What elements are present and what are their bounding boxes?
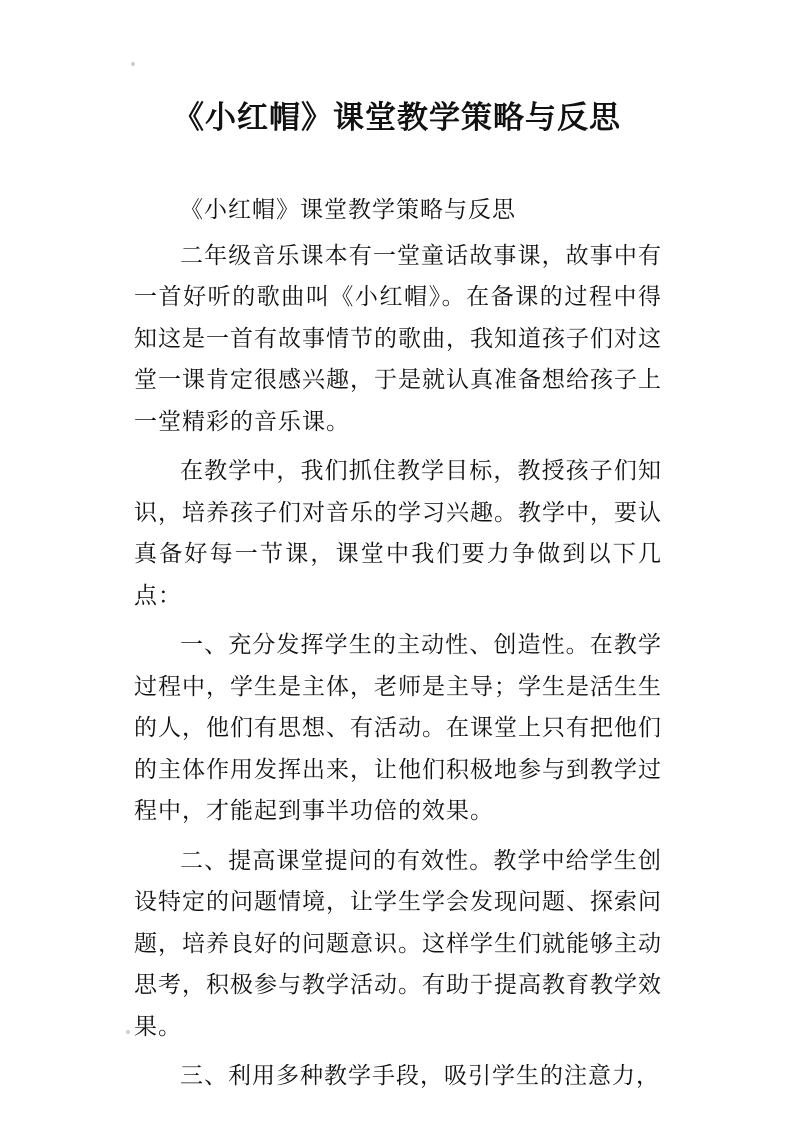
paragraph-5: 三、利用多种教学手段，吸引学生的注意力，	[180, 1063, 660, 1089]
document-body	[134, 190, 662, 1106]
document-subtitle: 《小红帽》课堂教学策略与反思	[180, 197, 516, 223]
scan-speck	[126, 1030, 130, 1034]
paragraph-4: 二、提高课堂提问的有效性。教学中给学生创设特定的问题情境，让学生学会发现问题、探索问题，培养良好的问题意识。这样学生们就能够主动思考，积极参与教学活动。有助于提高教育教学效果。	[134, 847, 662, 1040]
paragraph-2: 在教学中，我们抓住教学目标，教授孩子们知识，培养孩子们对音乐的学习兴趣。教学中，要认真备好每一节课，课堂中我们要力争做到以下几点：	[134, 458, 662, 609]
scan-speck	[131, 62, 135, 66]
paragraph-3: 一、充分发挥学生的主动性、创造性。在教学过程中，学生是主体，老师是主导；学生是活生生的人，他们有思想、有活动。在课堂上只有把他们的主体作用发挥出来，让他们积极地参与到教学过程中，才能起到事半功倍的效果。	[134, 632, 662, 824]
paragraph-1: 二年级音乐课本有一堂童话故事课，故事中有一首好听的歌曲叫《小红帽》。在备课的过程中得知这是一首有故事情节的歌曲，我知道孩子们对这堂一课肯定很感兴趣，于是就认真准备想给孩子上一堂精彩的音乐课。	[134, 242, 662, 435]
document-title: 《小红帽》课堂教学策略与反思	[173, 100, 621, 136]
